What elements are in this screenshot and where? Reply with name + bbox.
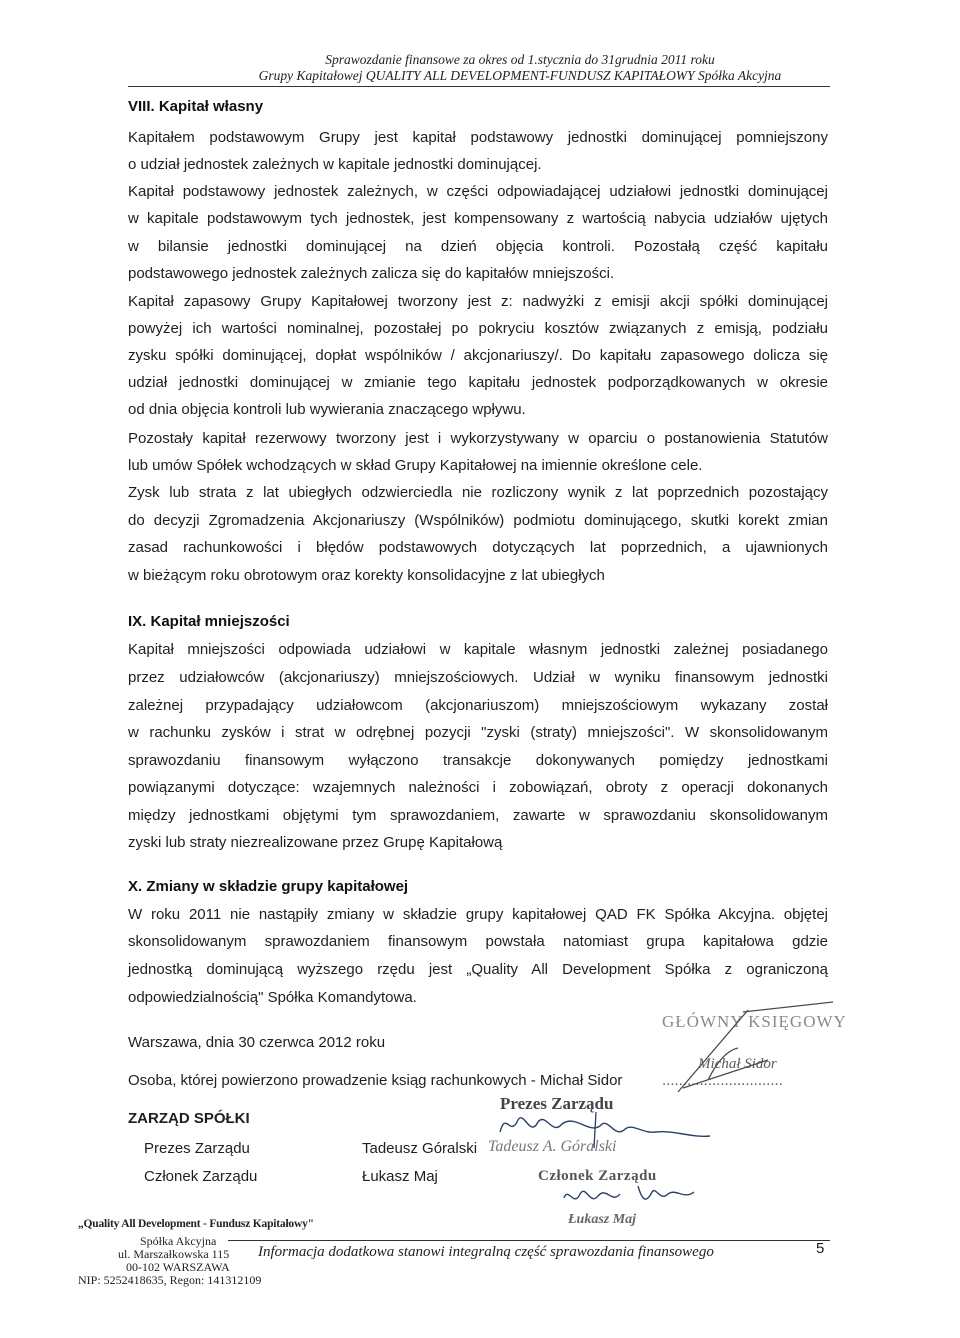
footer-rule (228, 1240, 830, 1241)
paragraph-line: sprawozdaniu finansowym wyłączono transakcje dokonywanych pomiędzy jednostkami (128, 752, 828, 769)
board-name-member: Łukasz Maj (362, 1168, 438, 1185)
chief-accountant-stamp: GŁÓWNY KSIĘGOWY (662, 1012, 847, 1031)
president-stamp-name: Tadeusz A. Góralski (488, 1138, 617, 1155)
paragraph-line: Kapitał zapasowy Grupy Kapitałowej tworzony jest z: nadwyżki z emisji akcji spółki dominującej (128, 293, 828, 310)
board-role-president: Prezes Zarządu (144, 1140, 250, 1157)
member-stamp-name: Łukasz Maj (568, 1212, 637, 1227)
paragraph-line: Kapitał podstawowy jednostek zależnych, w części odpowiadającej udziałowi jednostki dominującej (128, 183, 828, 200)
signature-dots: ............................. (662, 1072, 783, 1089)
paragraph-line: zyski lub straty niezrealizowane przez Grupę Kapitałową (128, 834, 503, 851)
paragraph-line: podstawowego jednostek zależnych zalicza się do kapitałów mniejszości. (128, 265, 615, 282)
chief-accountant-stamp-name: Michał Sidor (698, 1056, 777, 1072)
paragraph-line: zależnej przypadający udziałowcom (akcjonariuszom) mniejszościowym wykazany został (128, 697, 828, 714)
paragraph-line: między jednostkami objętymi tym sprawozdaniem, zawarte w sprawozdaniu skonsolidowanym (128, 807, 828, 824)
paragraph-line: w kapitale podstawowym tych jednostek, jest kompensowany z wartością nabycia udziałów ujętych (128, 210, 828, 227)
paragraph-line: do decyzji Zgromadzenia Akcjonariuszy (Wspólników) podmiotu dominującego, skutki korekt zmian (128, 512, 828, 529)
company-stamp-city: 00-102 WARSZAWA (126, 1260, 230, 1274)
header-line-2: Grupy Kapitałowej QUALITY ALL DEVELOPMENT-FUNDUSZ KAPITAŁOWY Spółka Akcyjna (258, 68, 782, 83)
paragraph-line: przez udziałowców (akcjonariuszy) mniejszościowych. Udział w wyniku finansowym jednostki (128, 669, 828, 686)
company-stamp-form: Spółka Akcyjna (140, 1234, 217, 1248)
president-signature (496, 1108, 716, 1158)
section-heading: IX. Kapitał mniejszości (128, 613, 290, 630)
paragraph-line: lub umów Spółek wchodzących w skład Grupy Kapitałowej na imiennie określone cele. (128, 457, 703, 474)
board-heading: ZARZĄD SPÓŁKI (128, 1110, 250, 1127)
section-heading: X. Zmiany w składzie grupy kapitałowej (128, 878, 409, 895)
company-stamp-ids: NIP: 5252418635, Regon: 141312109 (78, 1273, 262, 1287)
member-signature (560, 1180, 700, 1214)
bookkeeper-line: Osoba, której powierzono prowadzenie ksiąg rachunkowych - Michał Sidor (128, 1072, 623, 1089)
paragraph-line: w rachunku zysków i strat w odrębnej pozycji "zyski (straty) mniejszości". W skonsolidowanym (128, 724, 828, 741)
paragraph-line: o udział jednostek zależnych w kapitale jednostki dominującej. (128, 156, 542, 173)
place-date: Warszawa, dnia 30 czerwca 2012 roku (128, 1034, 386, 1051)
paragraph-line: odpowiedzialnością" Spółka Komandytowa. (128, 989, 417, 1006)
president-stamp-title: Prezes Zarządu (500, 1094, 614, 1113)
paragraph-line: udział jednostki dominującej w zmianie tego kapitału jednostek podporządkowanych w okresie (128, 374, 828, 391)
paragraph-line: Zysk lub strata z lat ubiegłych odzwierciedla nie rozliczony wynik z lat poprzednich pozostający (128, 484, 828, 501)
company-stamp-street: ul. Marszałkowska 115 (118, 1247, 230, 1261)
paragraph-line: w bieżącym roku obrotowym oraz korekty konsolidacyjne z lat ubiegłych (128, 567, 605, 584)
paragraph-line: Kapitałem podstawowym Grupy jest kapitał podstawowy jednostki dominującej pomniejszony (128, 129, 828, 146)
paragraph-line: jednostką dominującą wyższego rzędu jest „Quality All Development Spółka z ograniczoną (128, 961, 828, 978)
paragraph-line: zasad rachunkowości i błędów podstawowych dotyczących lat poprzednich, a ujawnionych (128, 539, 828, 556)
page-number: 5 (816, 1240, 825, 1257)
section-heading: VIII. Kapitał własny (128, 98, 264, 115)
running-header (200, 52, 840, 84)
header-rule (128, 86, 830, 87)
board-role-member: Członek Zarządu (144, 1168, 258, 1185)
paragraph-line: w bilansie jednostki dominującej na dzień objęcia kontroli. Pozostałą część kapitału (128, 238, 828, 255)
paragraph-line: Kapitał mniejszości odpowiada udziałowi w kapitale własnym jednostki zależnej posiadanego (128, 641, 828, 658)
paragraph-line: Pozostały kapitał rezerwowy tworzony jest i wykorzystywany w oparciu o postanowienia Statutów (128, 430, 828, 447)
header-line-1: Sprawozdanie finansowe za okres od 1.stycznia do 31grudnia 2011 roku (325, 52, 715, 67)
paragraph-line: powyżej ich wartości nominalnej, pozostałej po pokryciu kosztów związanych z emisją, podziału (128, 320, 828, 337)
paragraph-line: zysku spółki dominującej, dopłat wspólników / akcjonariuszy/. Do kapitału zapasowego dolicza się (128, 347, 828, 364)
member-stamp-title: Członek Zarządu (538, 1168, 657, 1184)
paragraph-line: W roku 2011 nie nastąpiły zmiany w składzie grupy kapitałowej QAD FK Spółka Akcyjna. objętej (128, 906, 828, 923)
footer-note: Informacja dodatkowa stanowi integralną część sprawozdania finansowego (258, 1244, 714, 1260)
board-name-president: Tadeusz Góralski (362, 1140, 478, 1157)
paragraph-line: powiązanymi dotyczące: wzajemnych należności i zobowiązań, obroty z operacji dokonanych (128, 779, 828, 796)
paragraph-line: od dnia objęcia kontroli lub wywierania znaczącego wpływu. (128, 401, 526, 418)
paragraph-line: skonsolidowanym sprawozdaniem finansowym powstała natomiast grupa kapitałowa gdzie (128, 933, 828, 950)
company-stamp-name: „Quality All Development - Fundusz Kapitałowy" (78, 1218, 314, 1230)
